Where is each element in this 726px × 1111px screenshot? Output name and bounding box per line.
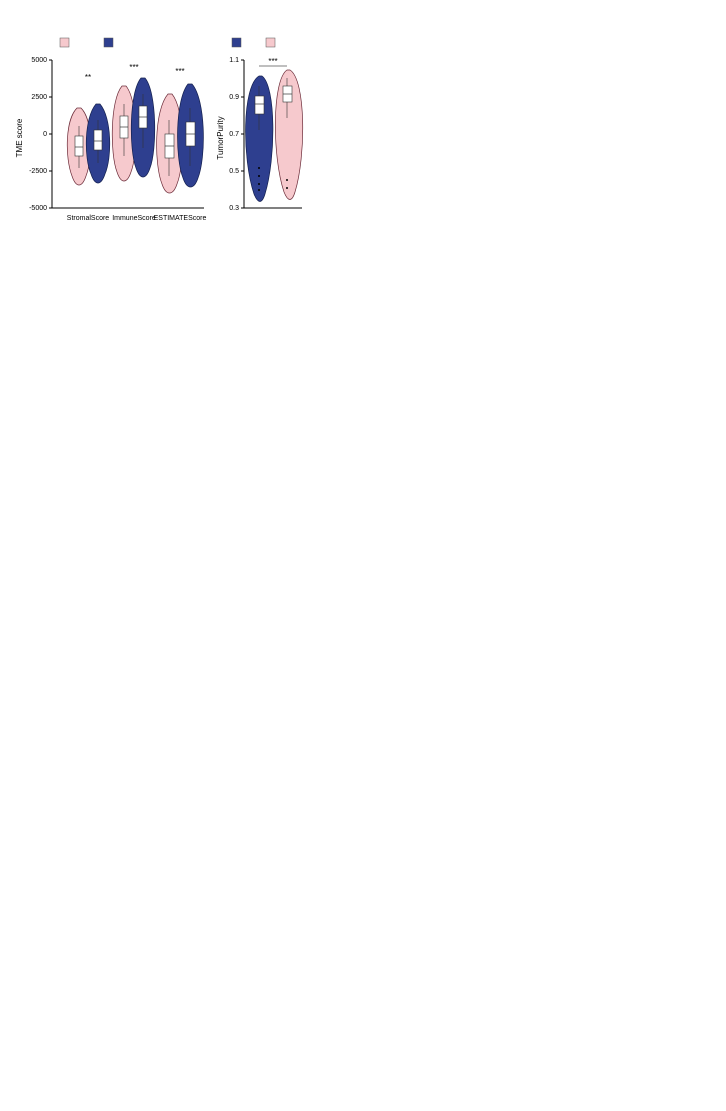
svg-text:5000: 5000 bbox=[31, 57, 47, 64]
panel-f-scatter bbox=[10, 520, 180, 688]
panel-a-tme-violin bbox=[8, 8, 208, 253]
xtick-estimate: ESTIMATEScore bbox=[153, 215, 207, 222]
panel-h-umap-celltype bbox=[336, 520, 506, 688]
violin-estimate-low bbox=[178, 84, 204, 187]
violin-stromal-low bbox=[86, 104, 109, 183]
panel-i-pie bbox=[506, 520, 724, 688]
violin-purity-low bbox=[246, 76, 273, 202]
svg-text:0.5: 0.5 bbox=[229, 168, 239, 175]
violin-purity-high bbox=[275, 70, 302, 200]
svg-text:0.7: 0.7 bbox=[229, 131, 239, 138]
axis-label-y-b: TumorPurity bbox=[216, 116, 225, 160]
panel-c-lollipop bbox=[300, 8, 726, 258]
panel-l-violin-grid bbox=[334, 912, 724, 1108]
axis-label-y-a: TME score bbox=[15, 118, 24, 158]
xtick-stromal: StromalScore bbox=[66, 215, 110, 222]
legend-swatch-low-a bbox=[104, 38, 113, 47]
panel-d-immune-infiltration bbox=[8, 272, 364, 510]
panel-g-umap-cluster bbox=[176, 520, 336, 688]
svg-text:1.1: 1.1 bbox=[229, 57, 239, 64]
sig-stromal: ** bbox=[84, 73, 92, 82]
sig-estimate: *** bbox=[175, 67, 185, 76]
panel-e-immune-function bbox=[366, 272, 722, 510]
sig-purity: *** bbox=[268, 57, 278, 66]
svg-text:0.3: 0.3 bbox=[229, 205, 239, 212]
xtick-immune: ImmuneScore bbox=[112, 215, 156, 222]
sig-immune: *** bbox=[129, 63, 139, 72]
panel-k-ridgeline bbox=[334, 700, 724, 900]
violin-immune-low bbox=[131, 78, 154, 177]
legend-swatch-high-b bbox=[266, 38, 275, 47]
svg-text:-5000: -5000 bbox=[29, 205, 47, 212]
panel-j-feature-umaps bbox=[10, 700, 330, 1104]
legend-swatch-low-b bbox=[232, 38, 241, 47]
legend-swatch-high-a bbox=[60, 38, 69, 47]
svg-text:-2500: -2500 bbox=[29, 168, 47, 175]
svg-text:0: 0 bbox=[43, 131, 47, 138]
svg-text:2500: 2500 bbox=[31, 94, 47, 101]
panel-b-tumorpurity bbox=[214, 8, 300, 253]
svg-text:0.9: 0.9 bbox=[229, 94, 239, 101]
